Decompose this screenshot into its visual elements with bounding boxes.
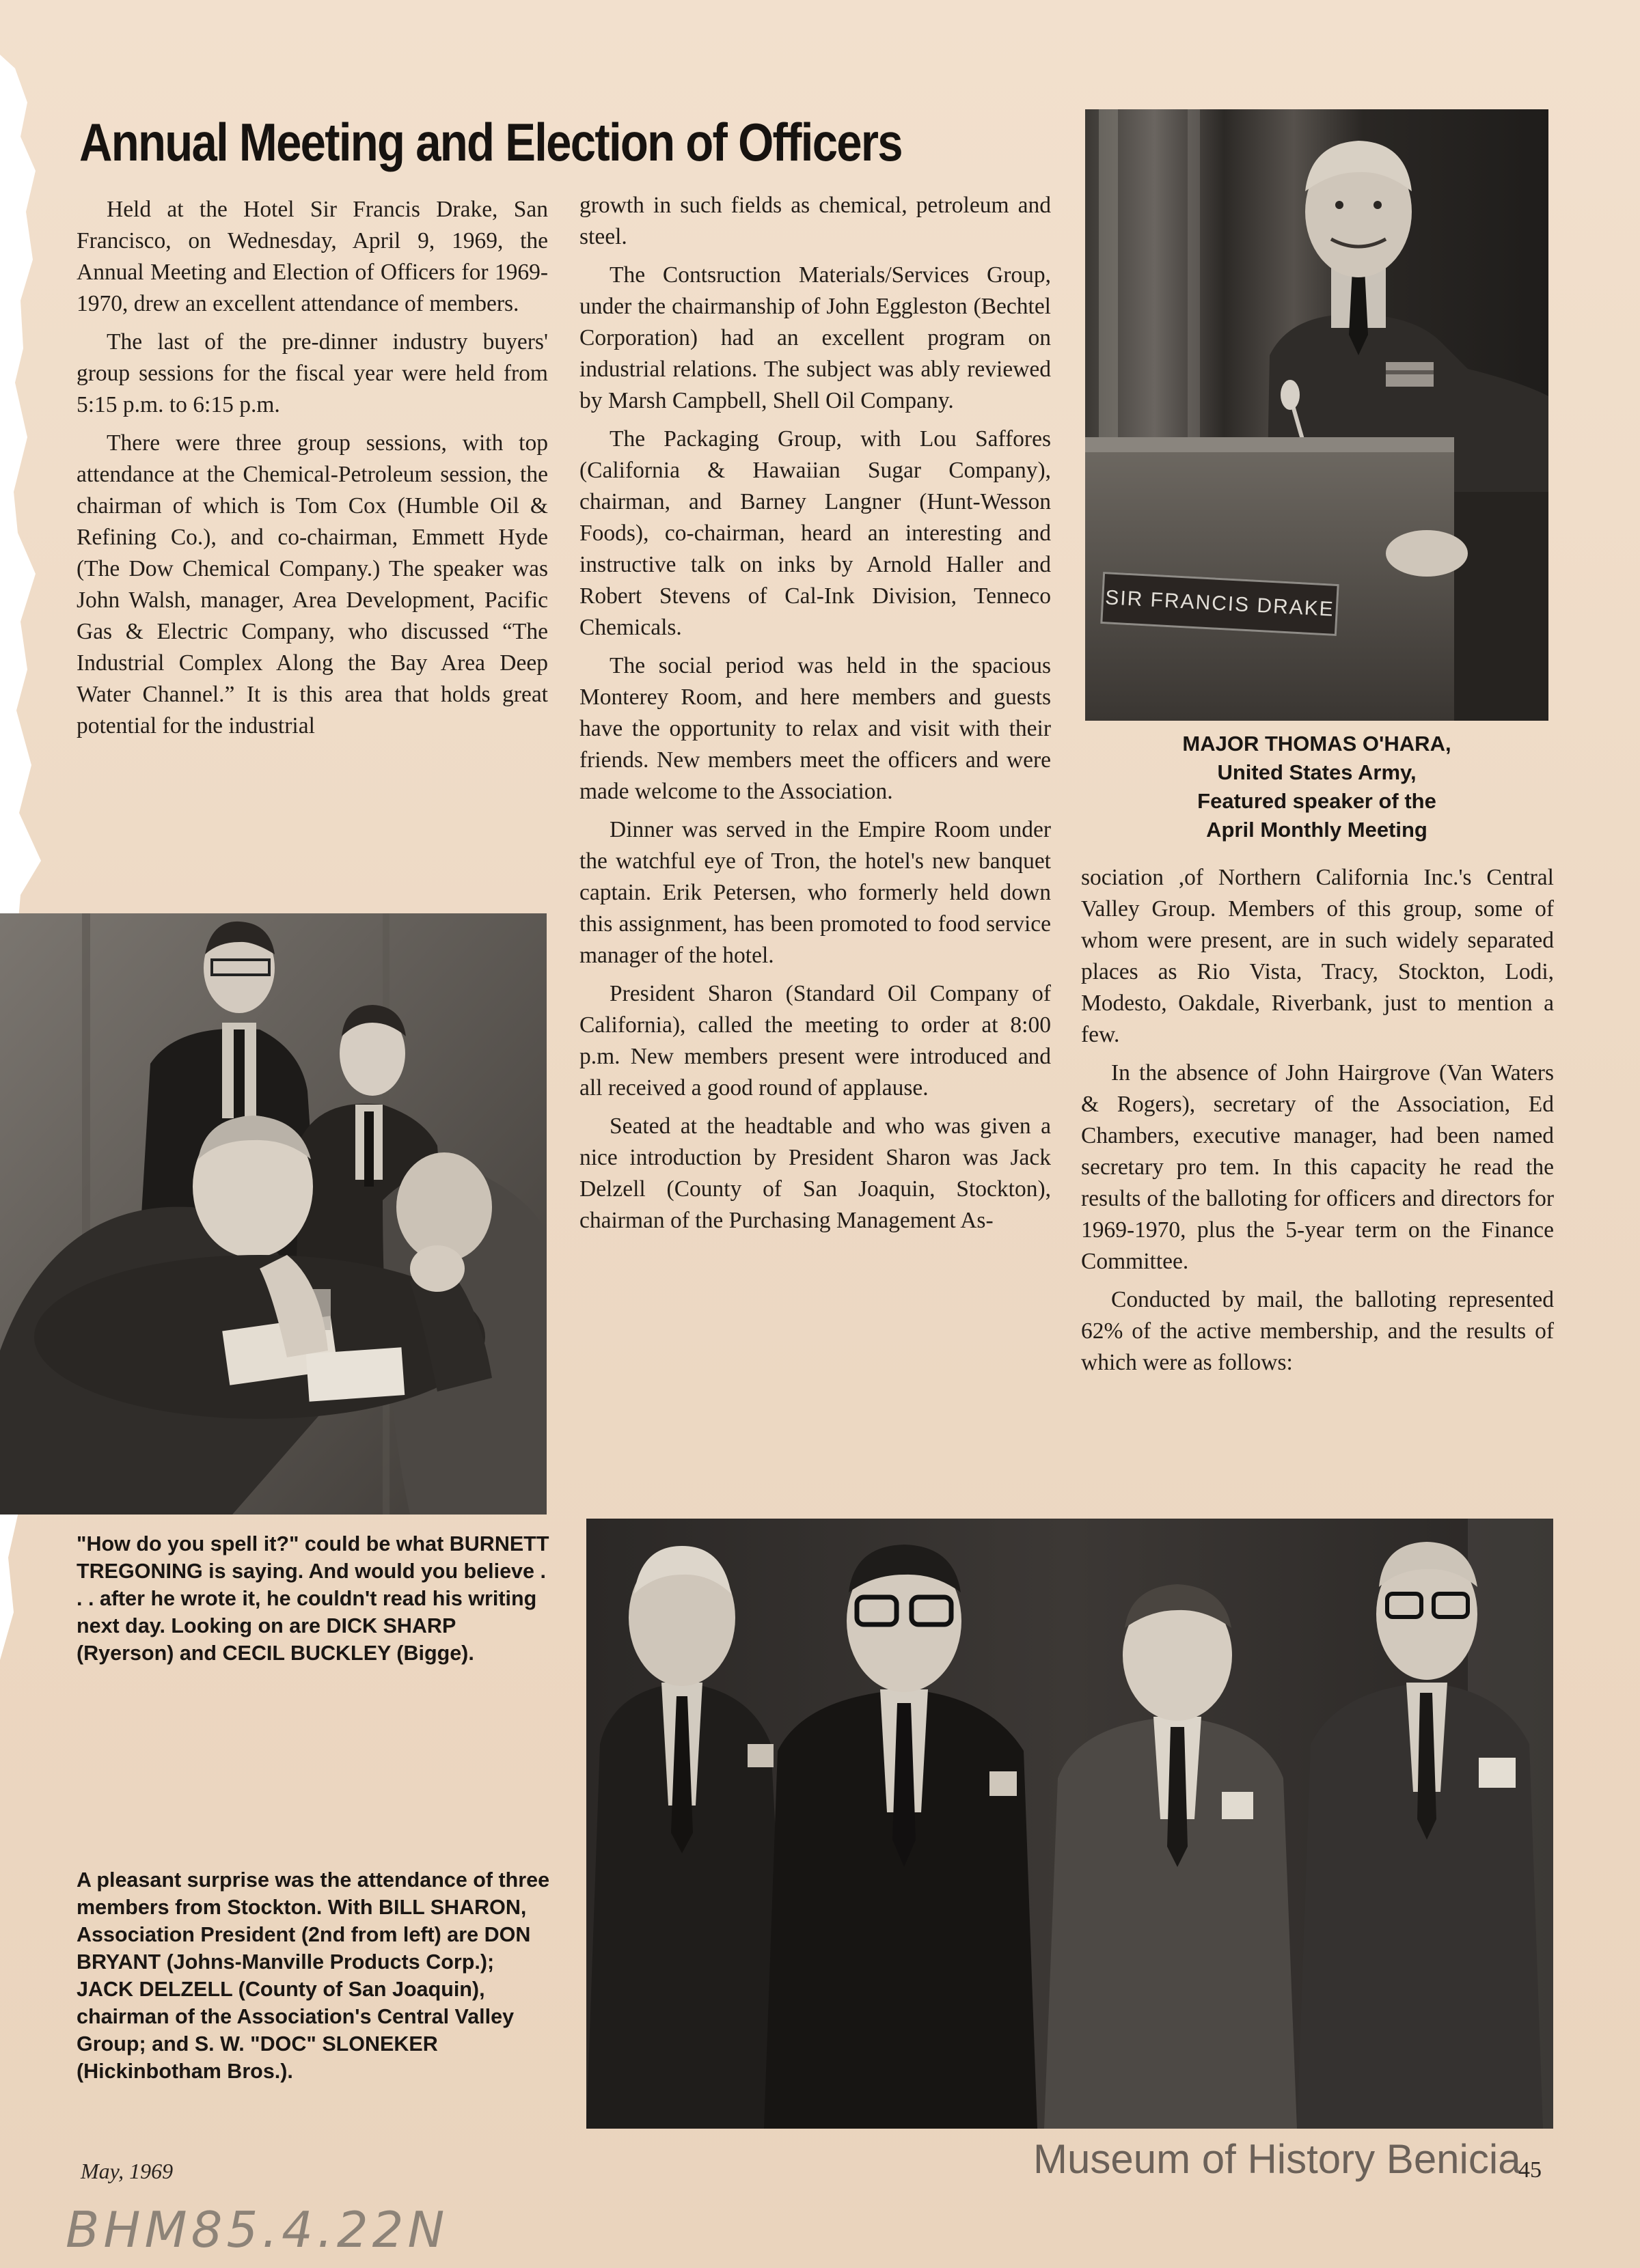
caption-line: April Monthly Meeting [1206,818,1427,842]
museum-watermark: Museum of History Benicia [1033,2136,1521,2182]
paragraph: The Contsruction Materials/Services Group, under the chairmanship of John Eggleston (Bechtel Corporation) had an excellent program on industrial relations. The subject was ably reviewed by Marsh Campbell, Shell Oil Company. [579,262,1051,413]
paragraph: The Packaging Group, with Lou Saffores (California & Hawaiian Sugar Company), chairman, and Barney Langner (Hunt-Wesson Foods), co-chairman, heard an interesting and instructive talk on inks by Arnold Haller and Robert Stevens of Cal-Ink Division, Tenneco Chemicals. [579,426,1051,640]
issue-date: May, 1969 [81,2159,174,2183]
caption-line: Featured speaker of the [1197,789,1436,813]
paragraph: There were three group sessions, with top attendance at the Chemical-Petroleum session, the chairman of which is Tom Cox (Humble Oil & Refining Co.), and co-chairman, Emmett Hyde (The Dow Chemical Company.) The speaker was John Walsh, manager, Area Development, Pacific Gas & Electric Company, who discussed “The Industrial Complex Along the Bay Area Deep Water Channel.” It is this area that holds great potential for the industrial [77,430,548,738]
caption-line: MAJOR THOMAS O'HARA, [1182,732,1451,756]
paragraph: growth in such fields as chemical, petroleum and steel. [579,193,1051,249]
page-number: 45 [1518,2157,1542,2183]
paragraph: Conducted by mail, the balloting represented 62% of the active membership, and the results of which were as follows: [1081,1287,1554,1375]
accession-number: BHM85.4.22N [66,2201,449,2258]
paragraph: In the absence of John Hairgrove (Van Waters & Rogers), secretary of the Association, Ed Chambers, executive manager, had been named secretary pro tem. In this capacity he read the results of the balloting for officers and directors for 1969-1970, plus the 5-year term on the Finance Committee. [1081,1060,1554,1274]
podium-sign: SIR FRANCIS DRAKE [1100,572,1339,636]
tregoning-photo-caption: "How do you spell it?" could be what BURNETT TREGONING is saying. And would you believe . . . after he wrote it, he couldn't read his writing next day. Looking on are DICK SHARP (Ryerson) and CECIL BUCKLEY (Bigge). [77,1532,549,1665]
article-column-3 [1081,862,1554,1508]
paragraph: The last of the pre-dinner industry buyers' group sessions for the fiscal year were held from 5:15 p.m. to 6:15 p.m. [77,329,548,417]
tregoning-photo [0,913,547,1515]
caption-line: United States Army, [1217,760,1417,784]
article-column-2 [579,190,1051,1511]
speaker-photo-caption [1085,730,1548,844]
stockton-members-photo [586,1519,1553,2129]
paragraph: Dinner was served in the Empire Room under the watchful eye of Tron, the hotel's new banquet captain. Erik Petersen, who formerly held down this assignment, has been promoted to food service manager of the hotel. [579,817,1051,968]
paragraph: Held at the Hotel Sir Francis Drake, San Francisco, on Wednesday, April 9, 1969, the Annual Meeting and Election of Officers for 1969-1970, drew an excellent attendance of members. [77,197,548,316]
stockton-photo-caption: A pleasant surprise was the attendance of three members from Stockton. With BILL SHARON, Association President (2nd from left) are DON BRYANT (Johns-Manville Products Corp.); JACK DELZELL (County of San Joaquin), chairman of the Association's Central Valley Group; and S. W. "DOC" SLONEKER (Hickinbotham Bros.). [77,1868,550,2083]
article-column-1 [77,194,548,895]
paragraph: Seated at the headtable and who was given a nice introduction by President Sharon was Jack Delzell (County of San Joaquin, Stockton), chairman of the Purchasing Management As- [579,1114,1051,1233]
article-headline: Annual Meeting and Election of Officers [79,112,902,172]
paragraph: The social period was held in the spacious Monterey Room, and here members and guests have the opportunity to relax and visit with their friends. New members meet the officers and were made welcome to the Association. [579,653,1051,804]
paragraph: sociation ,of Northern California Inc.'s Central Valley Group. Members of this group, some of whom were present, are in such widely separated places as Rio Vista, Tracy, Stockton, Lodi, Modesto, Oakdale, Riverbank, just to mention a few. [1081,865,1554,1047]
paragraph: President Sharon (Standard Oil Company of California), called the meeting to order at 8:00 p.m. New members present were introduced and all received a good round of applause. [579,981,1051,1101]
